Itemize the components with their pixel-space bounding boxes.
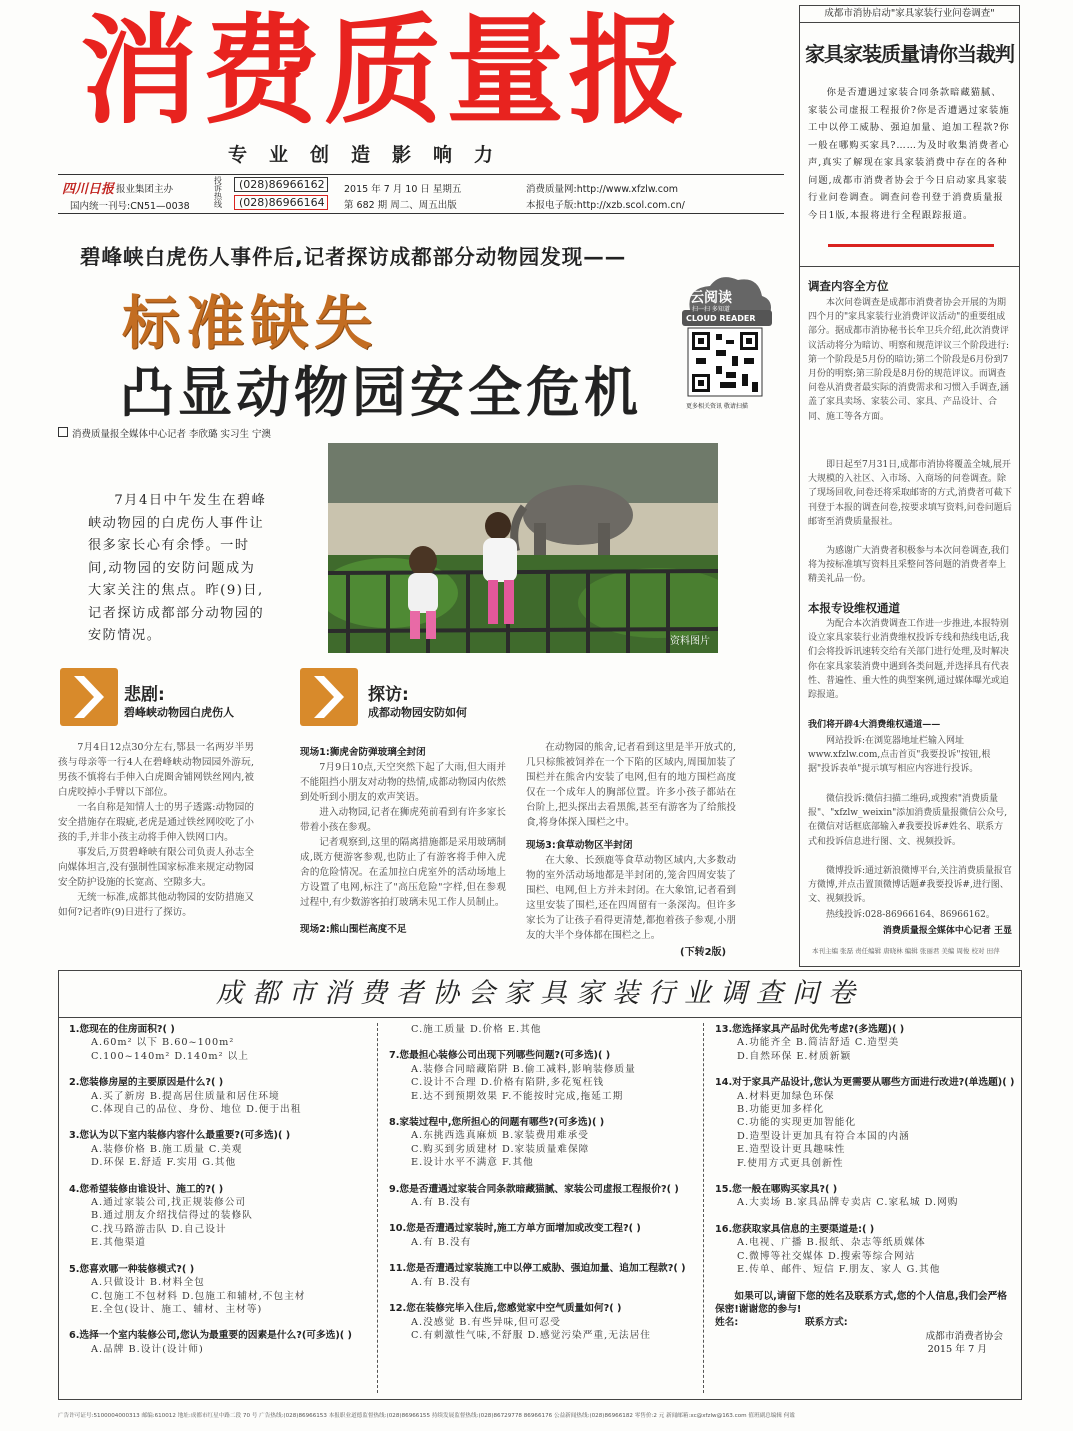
- question-options[interactable]: B.通过朋友介绍找信得过的装修队: [91, 1210, 253, 1222]
- sidebar-headline: 家具家装质量请你当裁判: [805, 42, 1014, 66]
- question-options[interactable]: E.达不到预期效果 F.不能按时完成,拖延工期: [411, 1090, 624, 1102]
- article-paragraph: 无统一标准,成都其他动物园的安防措施又如何?记者昨(9)日进行了探访。: [58, 892, 254, 918]
- survey-question: [389, 1183, 699, 1210]
- byline-text: 消费质量报全媒体中心记者 李欣璐 实习生 宁澳: [72, 429, 272, 440]
- sidebar-kicker: 成都市消协启动"家具家装行业问卷调查": [800, 6, 1019, 23]
- sidebar-paragraph: 即日起至7月31日,成都市消协将覆盖全城,展开大规模的入社区、入市场、入商场的问卷调查。除了现场回收,问卷还将采取邮寄的方式,消费者可截下刊登于本报的调查问卷,按要求填写资料,问卷问题后邮寄至消费质量报社。: [808, 460, 1012, 527]
- article-paragraph: 在动物园的熊舍,记者看到这里是半开放式的,几只棕熊被饲养在一个下陷的区域内,周围加装了围栏并在熊舍内安装了电网,但有的地方围栏高度仅在一个成年人的胸部位置。许多小孩子都站在台阶上,把头探出去看黑熊,甚至有游客为了给熊投食,将身体探入围栏之中。: [526, 742, 736, 828]
- photo-caption: 资料图片: [670, 636, 710, 647]
- survey-title: 成都市消费者协会家具家装行业调查问卷: [59, 971, 1021, 1018]
- question-options[interactable]: D.自然环保 E.材质新颖: [737, 1050, 852, 1062]
- sidebar-paragraph: 为感谢广大消费者积极参与本次问卷调查,我们将为按标准填写资料且采整问答问题的消费者奉上精美礼品一份。: [808, 546, 1009, 585]
- article-lead: 7月4日中午发生在碧峰峡动物园的白虎伤人事件让很多家长心有余悸。一时间,动物园的安防问题成为大家关注的焦点。昨(9)日,记者探访成都部分动物园的安防情况。: [88, 493, 267, 643]
- article-byline: [58, 426, 271, 440]
- question-options[interactable]: C.找马路游击队 D.自己设计: [91, 1223, 227, 1235]
- question-options[interactable]: C.100~140m² D.140m² 以上: [91, 1050, 249, 1062]
- question-options[interactable]: A.有 B.没有: [411, 1197, 472, 1209]
- question-text: 11.您是否遭遇过家装施工中以停工威胁、强迫加量、追加工程款?( ): [389, 1263, 686, 1275]
- channels-title: 我们将开辟4大消费维权通道——: [808, 720, 941, 730]
- article-column-3: [526, 740, 736, 960]
- question-options[interactable]: C.体现自己的品位、身份、地位 D.便于出租: [91, 1104, 302, 1116]
- question-options[interactable]: E.造型设计更具趣味性: [737, 1144, 846, 1156]
- scene-title: 现场2:熊山围栏高度不足: [300, 924, 407, 935]
- column-divider: [377, 1023, 378, 1393]
- question-options[interactable]: A.材料更加绿色环保: [737, 1090, 835, 1102]
- question-options[interactable]: A.有 B.没有: [411, 1276, 472, 1288]
- survey-question: [715, 1023, 1015, 1063]
- question-options[interactable]: E.全包(设计、施工、辅材、主材等): [91, 1303, 263, 1315]
- survey-question: [69, 1183, 369, 1250]
- question-options[interactable]: A.通过家装公司,找正规装修公司: [91, 1197, 247, 1209]
- question-text: 10.您是否遭遇过家装时,施工方单方面增加或改变工程?( ): [389, 1223, 641, 1235]
- question-options[interactable]: F.使用方式更具创新性: [737, 1157, 844, 1169]
- question-options[interactable]: B.功能更加多样化: [737, 1104, 825, 1116]
- question-text: 4.您希望装修由谁设计、施工的?( ): [69, 1183, 224, 1195]
- qr-label: 云阅读: [690, 290, 732, 306]
- epaper-url: 本报电子版:http://xzb.scol.com.cn/: [526, 200, 685, 211]
- article-paragraph: 事发后,万贯碧峰峡有限公司负责人孙志全向媒体坦言,没有强制性国家标准来规定动物园安全防护设施的长宽高、空隙多大。: [58, 847, 254, 888]
- survey-announcement-sidebar: [799, 5, 1020, 967]
- section-subtitle-visit: 成都动物园安防如何: [368, 706, 467, 719]
- website-url: 消费质量网:http://www.xfzlw.com: [526, 184, 679, 195]
- section-title-tragedy: 悲剧:: [124, 685, 165, 705]
- editor-credits: 本刊主编 张磊 责任编辑 唐晓林 编辑 张丽君 美编 周俊 校对 田萍: [812, 947, 1000, 955]
- article-photo: [328, 443, 718, 653]
- survey-question: [69, 1263, 369, 1317]
- sidebar-paragraph: 本次问卷调查是成都市消费者协会开展的为期四个月的"家具家装行业消费评议活动"的重要组成部分。据成都市消协秘书长牟卫兵介绍,此次消费评议活动将分为暗访、明察和规范评议三个阶段进行:第一个阶段是5月份的暗访;第二个阶段是6月份到7月份的明察;第三阶段是8月份的规范评议。而调查问卷从消费者最实际的消费需求和习惯入手调查,涵盖了家具卖场、家装公司、家具、产品设计、合同、施工等各方面。: [808, 298, 1010, 422]
- question-options[interactable]: A.电视、广播 B.报纸、杂志等纸质媒体: [737, 1237, 926, 1249]
- question-options[interactable]: C.有刺激性气味,不舒服 D.感觉污染严重,无法居住: [411, 1329, 651, 1341]
- survey-organizer: 成都市消费者协会: [925, 1330, 1003, 1342]
- article-column-2: [300, 740, 506, 962]
- channel-website: 网站投诉:在浏览器地址栏输入网址www.xfzlw.com,点击首页"我要投诉"按钮,根据"投诉表单"提示填写相应内容进行投诉。: [808, 736, 991, 775]
- survey-question: [69, 1329, 369, 1356]
- channel-weibo: 微博投诉:通过新浪微博平台,关注消费质量报官方微博,并点击置顶微博话题#我要投诉#,进行图、文、视频投诉。: [808, 866, 1012, 905]
- hotline-number-2: (028)86966164: [234, 195, 328, 210]
- survey-column-1: [69, 1023, 369, 1369]
- name-field-label[interactable]: 姓名:: [715, 1317, 739, 1329]
- newspaper-masthead: 消费质量报: [80, 2, 691, 140]
- sidebar-section-title: 本报专设维权通道: [808, 601, 900, 615]
- sidebar-paragraph: 为配合本次消费调查工作进一步推进,本报特别设立家具家装行业消费维权投诉专线和热线电话,我们会将投诉讯速转交给有关部门进行处理,及时解决你在家具家装消费中遇到各类问题,并选择具有代表性、普遍性、重大性的典型案例,通过媒体曝光或追踪报道。: [808, 619, 1009, 701]
- question-text: 9.您是否遭遇过家装合同条款暗藏猫腻、家装公司虚报工程报价?( ): [389, 1183, 679, 1195]
- question-options[interactable]: A.没感觉 B.有些异味,但可忍受: [411, 1316, 561, 1328]
- survey-question: [389, 1023, 699, 1036]
- question-options[interactable]: A.大卖场 B.家具品牌专卖店 C.家私城 D.网购: [737, 1197, 959, 1209]
- continue-note: (下转2版): [680, 947, 727, 958]
- page-footer: 广告许可证号:5100004000313 邮编:610012 地址:成都市红星中路二段 70 号 广告热线:(028)86966153 本报职业道德监督热线:(028)86966155 持续发展监督热线:(028)86729778 86966176 公益新闻热线:(028)86966182 零售价:2 元 新闻邮箱:xc@xfzlw@163.com 值班副总编辑 何谧: [58, 1413, 795, 1419]
- masthead-info-bar: [58, 174, 784, 214]
- scene-title: 现场3:食草动物区半封闭: [526, 840, 633, 851]
- survey-question: [715, 1076, 1015, 1170]
- article-paragraph: 7月9日10点,天空突然下起了大雨,但大雨并不能阻挡小朋友对动物的热情,成都动物园内依然到处听到小朋友的欢声笑语。: [300, 762, 506, 803]
- question-options[interactable]: C.设计不合理 D.价格有陷阱,多花冤枉钱: [411, 1077, 605, 1089]
- qr-caption: 更多相关资讯 敬请扫描: [686, 403, 748, 410]
- question-options[interactable]: D.造型设计更加具有符合本国的内涵: [737, 1130, 910, 1142]
- question-options[interactable]: E.其他渠道: [91, 1237, 146, 1249]
- sidebar-section-title: 调查内容全方位: [808, 279, 889, 293]
- question-options[interactable]: A.有 B.没有: [411, 1236, 472, 1248]
- scene-title: 现场1:狮虎舍防弹玻璃全封闭: [300, 747, 426, 758]
- contact-field-label[interactable]: 联系方式:: [805, 1317, 848, 1329]
- question-text: 16.您获取家具信息的主要渠道是:( ): [715, 1223, 875, 1235]
- question-text: 5.您喜欢哪一种装修模式?( ): [69, 1263, 195, 1275]
- hotline-number-1: (028)86966162: [234, 177, 328, 192]
- survey-question: [389, 1262, 699, 1289]
- survey-date: 2015 年 7 月: [927, 1344, 987, 1356]
- question-text: 2.您装修房屋的主要原因是什么?( ): [69, 1077, 224, 1089]
- section-arrow-icon: [60, 668, 118, 726]
- question-text: 13.您选择家具产品时优先考虑?(多选题)( ): [715, 1024, 905, 1035]
- question-options[interactable]: A.品牌 B.设计(设计师): [91, 1343, 204, 1355]
- section-title-visit: 探访:: [368, 685, 409, 705]
- column-divider: [703, 1023, 704, 1393]
- article-paragraph: 记者观察到,这里的隔离措施都是采用玻璃制成,既方便游客参观,也防止了有游客将手伸入虎舍的危险情况。在孟加拉白虎室外的活动场地上方设置了电网,标注了"高压危险"字样,但在参观过程中,有少数游客拍打玻璃未见工作人员制止。: [300, 837, 506, 908]
- question-options[interactable]: A.装修价格 B.施工质量 C.美观: [91, 1143, 243, 1155]
- question-text: 15.您一般在哪购买家具?( ): [715, 1184, 838, 1196]
- survey-question: [389, 1049, 699, 1103]
- zoo-children-photo: [328, 443, 718, 653]
- question-text: 8.家装过程中,您所担心的问题有哪些?(可多选)( ): [389, 1117, 605, 1129]
- question-text: 6.选择一个室内装修公司,您认为最重要的因素是什么?(可多选)( ): [69, 1330, 352, 1342]
- question-text: 12.您在装修完毕入住后,您感觉家中空气质量如何?( ): [389, 1303, 622, 1315]
- qr-sub-label: 扫一扫 多知道: [692, 306, 730, 313]
- survey-question: [389, 1302, 699, 1342]
- sidebar-signature: 消费质量报全媒体中心记者 王显: [882, 926, 1012, 936]
- question-options[interactable]: E.设计水平不满意 F.其他: [411, 1157, 534, 1169]
- question-text: 3.您认为以下室内装修内容什么最重要?(可多选)( ): [69, 1130, 291, 1142]
- issue-date: 2015 年 7 月 10 日 星期五: [344, 184, 462, 195]
- survey-column-3: [715, 1023, 1015, 1357]
- survey-question: [715, 1183, 1015, 1210]
- question-options[interactable]: A.功能齐全 B.简洁舒适 C.造型美: [737, 1037, 900, 1049]
- contact-fields[interactable]: [715, 1316, 1015, 1329]
- question-options[interactable]: A.装修合同暗藏陷阱 B.偷工减料,影响装修质量: [411, 1063, 636, 1075]
- issue-number: 第 682 期 周二、周五出版: [344, 200, 457, 211]
- channel-hotline: 热线投诉:028-86966164、86966162。: [826, 910, 995, 920]
- question-options[interactable]: D.环保 E.舒适 F.实用 G.其他: [91, 1157, 237, 1169]
- survey-column-2: [389, 1023, 699, 1355]
- article-paragraph: 7月4日12点30分左右,鄂县一名两岁半男孩与母亲等一行4人在碧峰峡动物园园外游玩,男孩不慎将右手伸入白虎圈舍铺网铁丝网内,被白虎咬掉小手臂以下部位。: [58, 742, 254, 798]
- publisher-suffix: 报业集团主办: [116, 184, 174, 195]
- question-options[interactable]: A.买了新房 B.提高居住质量和居住环境: [91, 1090, 280, 1102]
- question-options[interactable]: C.购买到劣质建材 D.家装质量难保障: [411, 1143, 590, 1155]
- question-text: 14.对于家具产品设计,您认为更需要从哪些方面进行改进?(单选题)( ): [715, 1077, 1015, 1089]
- sidebar-intro: 你是否遭遇过家装合同条款暗藏猫腻、家装公司虚报工程报价?你是否遭遇过家装施工中以停工威胁、强迫加量、追加工程款?你一般在哪购买家具?……为及时收集消费者心声,真实了解现在家具家装消费中存在的各种问题,成都市消费者协会于今日启动家具家装行业问卷调查。调查问卷刊登于消费质量报今日1版,本报将进行全程跟踪报道。: [808, 87, 1010, 221]
- article-paragraph: 进入动物园,记者在狮虎苑前看到有许多家长带着小孩在参观。: [300, 807, 506, 833]
- sidebar-divider: [800, 266, 1019, 267]
- section-subtitle-tragedy: 碧峰峡动物园白虎伤人: [124, 706, 234, 719]
- contact-note: 如果可以,请留下您的姓名及联系方式,您的个人信息,我们会严格保密!谢谢您的参与!: [715, 1290, 1007, 1315]
- red-divider: [828, 244, 994, 247]
- survey-question: [389, 1116, 699, 1170]
- article-paragraph: 一名自称是知情人士的男子透露:动物园的安全措施存在瑕疵,老虎是通过铁丝网咬吃了小孩的手,并非小孩主动将手伸入铁网口内。: [58, 802, 254, 843]
- article-paragraph: 在大象、长颈鹿等食草动物区域内,大多数动物的室外活动场地都是半封闭的,笼舍四周安装了围栏、电网,但上方并未封闭。在大象馆,记者看到这里安装了围栏,还在四周留有一条深沟。但许多家长为了让孩子看得更清楚,都抱着孩子参观,小朋友的大半个身体都在围栏之上。: [526, 855, 736, 941]
- masthead-slogan: 专业创造影响力: [228, 144, 516, 166]
- article-column-1: [58, 740, 254, 962]
- question-text: 7.您最担心装修公司出现下列哪些问题?(可多选)( ): [389, 1050, 611, 1062]
- byline-box-icon: [58, 427, 68, 437]
- channel-wechat: 微信投诉:微信扫描二维码,或搜索"消费质量报"、"xfzlw_weixin"添加消费质量报微信公众号,在微信对话框底部输入#我要投诉#姓名、联系方式和投诉信息进行图、文、视频投诉。: [808, 794, 1008, 847]
- survey-question: [69, 1076, 369, 1116]
- question-options[interactable]: A.只做设计 B.材料全包: [91, 1277, 205, 1289]
- article-headline-main: 标准缺失: [122, 289, 379, 357]
- survey-question: [389, 1222, 699, 1249]
- survey-question: [715, 1223, 1015, 1277]
- survey-questionnaire: [58, 970, 1022, 1400]
- question-options[interactable]: C.功能的实现更加智能化: [737, 1117, 857, 1129]
- question-options[interactable]: C.施工质量 D.价格 E.其他: [411, 1024, 542, 1035]
- publisher-logo: 四川日报: [62, 182, 115, 197]
- question-options[interactable]: A.东挑西选真麻烦 B.家装费用难承受: [411, 1130, 589, 1142]
- question-options[interactable]: C.微博等社交媒体 D.搜索等综合网站: [737, 1250, 916, 1262]
- question-text: 1.您现在的住房面积?( ): [69, 1024, 175, 1035]
- article-headline-sub: 凸显动物园安全危机: [120, 360, 642, 424]
- section-arrow-icon: [300, 668, 358, 726]
- issn-number: 国内统一刊号:CN51—0038: [70, 201, 190, 212]
- qr-english-label: CLOUD READER: [686, 314, 756, 323]
- survey-question: [69, 1129, 369, 1169]
- hotline-label: 投诉热线: [214, 176, 222, 209]
- article-pre-headline: 碧峰峡白虎伤人事件后,记者探访成都部分动物园发现——: [80, 245, 627, 269]
- survey-question: [69, 1023, 369, 1063]
- cloud-reader-qr[interactable]: [676, 270, 776, 414]
- question-options[interactable]: C.包施工不包材料 D.包施工和辅材,不包主材: [91, 1290, 306, 1302]
- question-options[interactable]: E.传单、邮件、短信 F.朋友、家人 G.其他: [737, 1264, 941, 1276]
- question-options[interactable]: A.60m² 以下 B.60~100m²: [91, 1037, 235, 1049]
